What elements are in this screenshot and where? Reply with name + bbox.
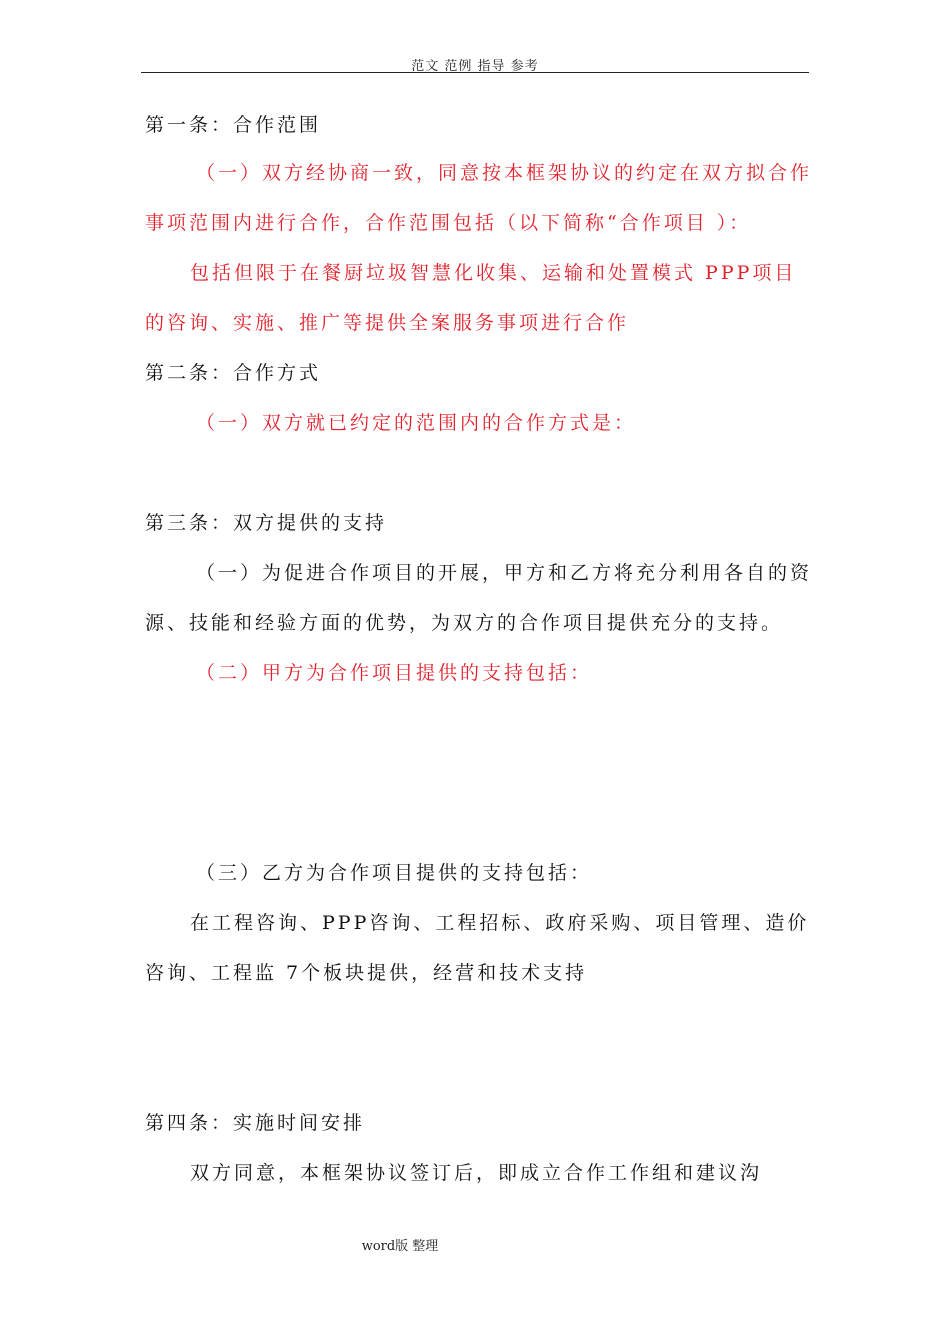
article-4-line-1: 双方同意，本框架协议签订后，即成立合作工作组和建议沟 [190, 1162, 763, 1184]
article-4-heading: 第四条：实施时间安排 [145, 1112, 366, 1134]
article-3-clause-2: （二）甲方为合作项目提供的支持包括： [196, 662, 593, 684]
article-3-clause-1-line-2: 源、技能和经验方面的优势，为双方的合作项目提供充分的支持。 [145, 612, 784, 634]
article-1-scope-line-2: 的咨询、实施、推广等提供全案服务事项进行合作 [145, 312, 630, 334]
article-3-heading: 第三条：双方提供的支持 [145, 512, 388, 534]
header-text: 范文 范例 指导 参考 [411, 59, 539, 74]
article-2-heading: 第二条：合作方式 [145, 362, 322, 384]
article-1-clause-1-line-2: 事项范围内进行合作，合作范围包括（以下简称“合作项目 ）： [145, 212, 752, 234]
article-2-clause-1: （一）双方就已约定的范围内的合作方式是： [196, 412, 637, 434]
footer-text: word版 整理 [361, 1239, 439, 1254]
article-3-clause-1-line-1: （一）为促进合作项目的开展，甲方和乙方将充分利用各自的资 [196, 562, 813, 584]
article-3-clause-3: （三）乙方为合作项目提供的支持包括： [196, 862, 593, 884]
article-3-clause-3-line-2: 咨询、工程监 7个板块提供，经营和技术支持 [145, 962, 588, 984]
article-1-heading: 第一条：合作范围 [145, 114, 322, 136]
article-1-scope-line-1: 包括但限于在餐厨垃圾智慧化收集、运输和处置模式 PPP项目 [190, 262, 797, 284]
article-3-clause-3-line-1: 在工程咨询、PPP咨询、工程招标、政府采购、项目管理、造价 [190, 912, 810, 934]
header-divider [141, 72, 809, 73]
article-1-clause-1-line-1: （一）双方经协商一致，同意按本框架协议的约定在双方拟合作 [196, 162, 813, 184]
